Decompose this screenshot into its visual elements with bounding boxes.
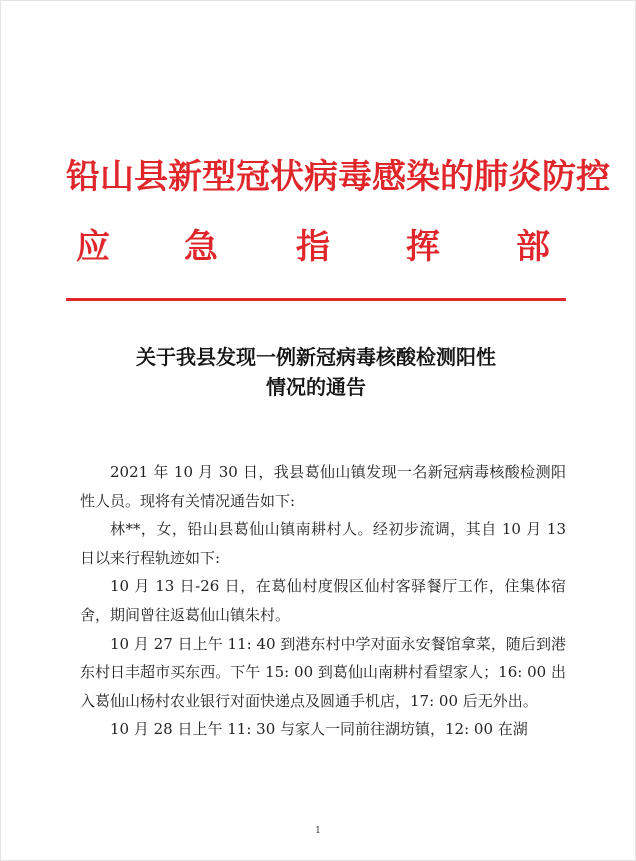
body-paragraph: 10 月 28 日上午 11: 30 与家人一同前往湖坊镇，12: 00 在湖	[110, 720, 528, 739]
header-org-char: 部	[516, 227, 550, 267]
document-title-line1: 关于我县发现一例新冠病毒核酸检测阳性	[136, 345, 496, 369]
header-org-line2	[76, 222, 556, 272]
header-org-char: 急	[184, 227, 218, 267]
body-paragraph: 10 月 27 日上午 11: 40 到港东村中学对面永安餐馆拿菜，随后到港东村日丰超市买东西。下午 15: 00 到葛仙山南耕村看望家人；16: 00 出入葛仙山杨村农业银行对面快递点及圆通手机店，17: 00 后无外出。	[80, 634, 566, 710]
body-paragraph: 2021 年 10 月 30 日，我县葛仙山镇发现一名新冠病毒核酸检测阳性人员。现将有关情况通告如下:	[80, 463, 566, 510]
header-org-char: 应	[76, 227, 110, 267]
header-org-char: 挥	[406, 227, 440, 267]
document-title	[66, 342, 566, 402]
page-number: 1	[315, 826, 321, 836]
header-org-char: 指	[296, 227, 330, 267]
body-paragraph: 10 月 13 日-26 日，在葛仙村度假区仙村客驿餐厅工作，住集体宿舍，期间曾往返葛仙山镇朱村。	[80, 577, 566, 624]
document-body	[80, 458, 566, 744]
document-title-line2: 情况的通告	[266, 375, 366, 399]
header-divider	[66, 298, 566, 301]
body-paragraph: 林**，女，铅山县葛仙山镇南耕村人。经初步流调，其自 10 月 13 日以来行程轨迹如下:	[80, 520, 566, 567]
header-org-line1: 铅山县新型冠状病毒感染的肺炎防控	[66, 157, 610, 197]
